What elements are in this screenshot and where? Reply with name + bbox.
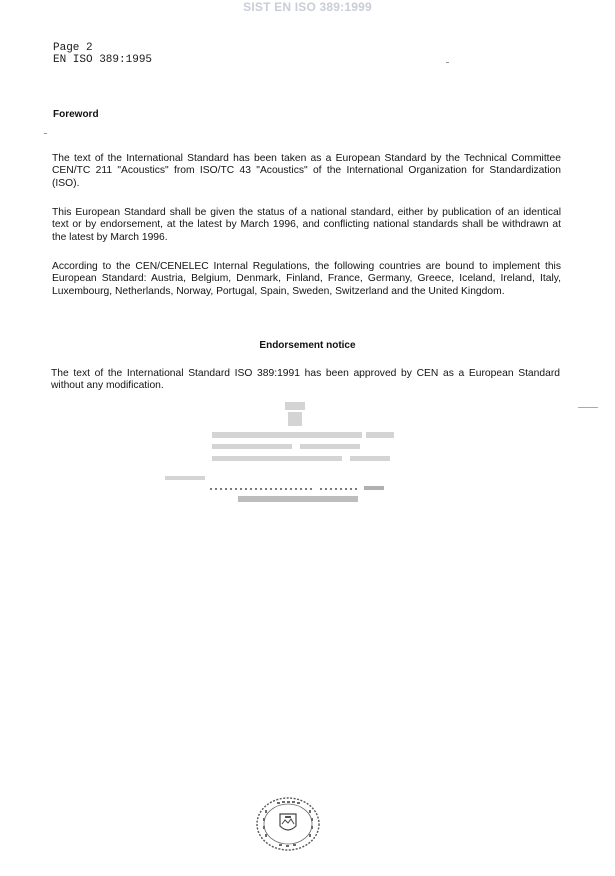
scan-speck [578,407,598,408]
official-seal-icon [255,796,321,852]
endorsement-heading: Endorsement notice [259,340,356,351]
page-number: Page 2 [53,42,93,54]
foreword-paragraph-1: The text of the International Standard has been taken as a European Standard by the Technical Committee CEN/TC 211 "Acoustics" from ISO/TC 43 "Acoustics" of the International Organization for Standardization (ISO). [52,153,561,189]
endorsement-paragraph: The text of the International Standard ISO 389:1991 has been approved by CEN as a European Standard without any modification. [51,368,560,392]
scan-speck [446,62,449,63]
document-id: EN ISO 389:1995 [53,54,153,66]
foreword-paragraph-3: According to the CEN/CENELEC Internal Regulations, the following countries are bound to implement this European Standard: Austria, Belgium, Denmark, Finland, France, Germany, Greece, Iceland, Ireland, Italy, Luxembourg, Netherlands, Norway, Portugal, Spain, Sweden, Switzerland and the United Kingdom. [52,261,561,297]
foreword-paragraph-2: This European Standard shall be given the status of a national standard, either by publication of an identical text or by endorsement, at the latest by March 1996, and conflicting national standards shall be withdrawn at the latest by March 1996. [52,207,561,243]
scan-speck [44,133,47,134]
faded-library-stamp [160,400,400,510]
page-header [53,42,152,66]
document-watermark: SIST EN ISO 389:1999 [243,0,372,14]
foreword-heading: Foreword [53,109,99,120]
